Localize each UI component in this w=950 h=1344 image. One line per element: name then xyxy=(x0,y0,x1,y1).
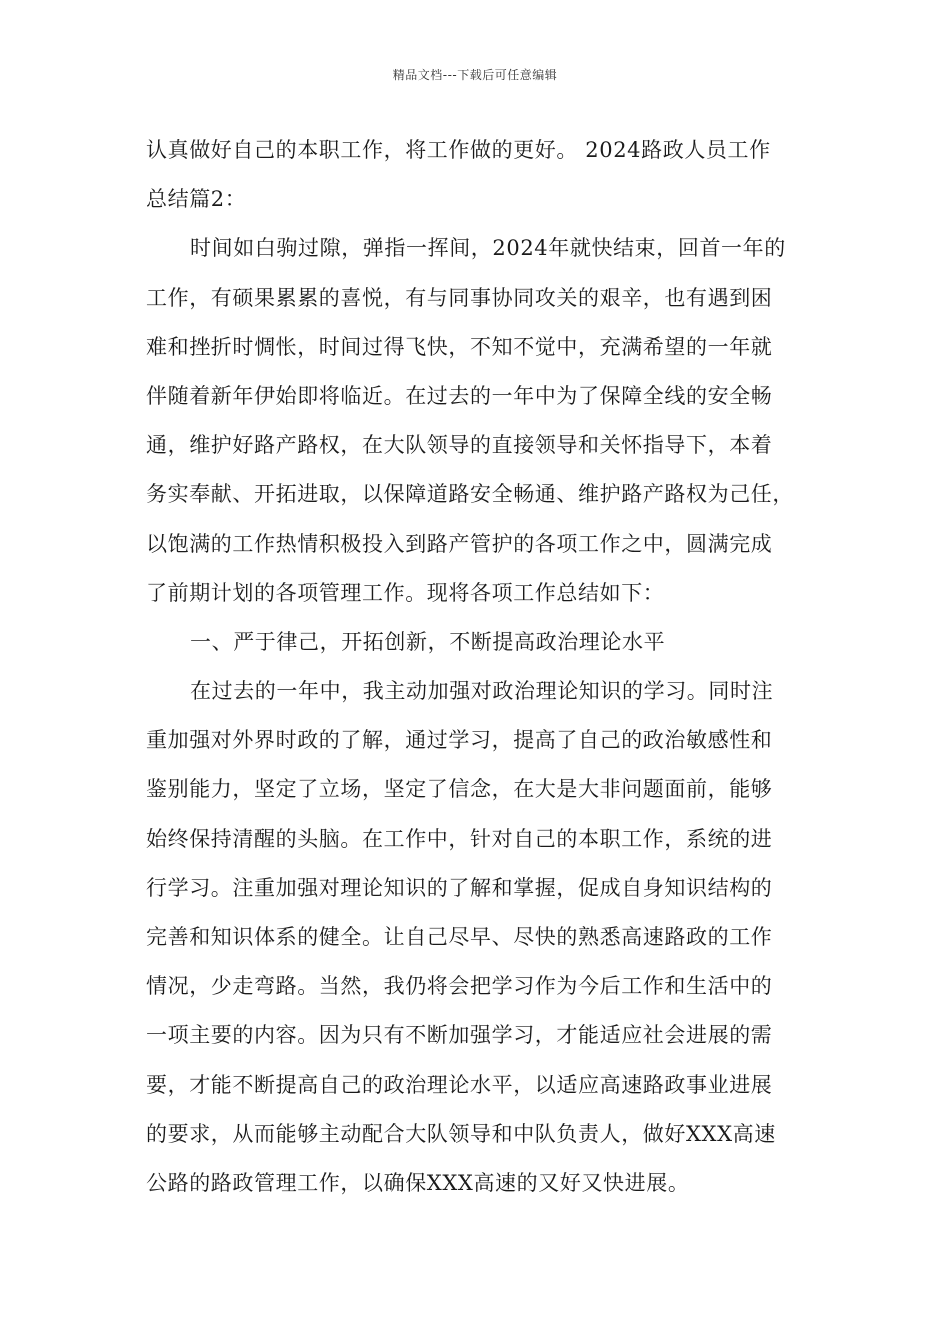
text-line: 始终保持清醒的头脑。在工作中，针对自己的本职工作，系统的进 xyxy=(146,826,773,851)
text-line: 情况，少走弯路。当然，我仍将会把学习作为今后工作和生活中的 xyxy=(146,974,773,999)
text-line: 行学习。注重加强对理论知识的了解和掌握，促成自身知识结构的 xyxy=(146,875,773,900)
text-line: 的要求，从而能够主动配合大队领导和中队负责人，做好XXX高速 xyxy=(146,1121,776,1146)
section-heading: 一、严于律己，开拓创新，不断提高政治理论水平 xyxy=(190,629,666,654)
text-line: 认真做好自己的本职工作，将工作做的更好。 2024路政人员工作 xyxy=(146,138,771,162)
text-line: 了前期计划的各项管理工作。现将各项工作总结如下： xyxy=(146,580,665,605)
text-line: 要，才能不断提高自己的政治理论水平，以适应高速路政事业进展 xyxy=(146,1072,773,1097)
text-line: 一项主要的内容。因为只有不断加强学习，才能适应社会进展的需 xyxy=(146,1023,773,1048)
text-line: 务实奉献、开拓进取，以保障道路安全畅通、维护路产路权为己任， xyxy=(146,482,794,507)
text-line: 通，维护好路产路权，在大队领导的直接领导和关怀指导下，本着 xyxy=(146,433,773,458)
text-line: 公路的路政管理工作，以确保XXX高速的又好又快进展。 xyxy=(146,1170,690,1195)
text-line: 工作，有硕果累累的喜悦，有与同事协同攻关的艰辛，也有遇到困 xyxy=(146,285,773,310)
paragraph-start-line: 在过去的一年中，我主动加强对政治理论知识的学习。同时注 xyxy=(190,679,774,704)
text-line: 难和挫折时惆怅，时间过得飞快，不知不觉中，充满希望的一年就 xyxy=(146,334,773,359)
text-line: 鉴别能力，坚定了立场，坚定了信念，在大是大非问题面前，能够 xyxy=(146,777,773,802)
text-line: 完善和知识体系的健全。让自己尽早、尽快的熟悉高速路政的工作 xyxy=(146,925,773,949)
text-line: 以饱满的工作热情积极投入到路产管护的各项工作之中，圆满完成 xyxy=(146,531,773,556)
document-body xyxy=(146,126,826,1208)
page-header: 精品文档---下载后可任意编辑 xyxy=(392,68,558,82)
text-line: 伴随着新年伊始即将临近。在过去的一年中为了保障全线的安全畅 xyxy=(146,383,773,408)
paragraph-start-line: 时间如白驹过隙，弹指一挥间，2024年就快结束，回首一年的 xyxy=(190,236,786,261)
text-line: 总结篇2： xyxy=(146,187,247,212)
text-line: 重加强对外界时政的了解，通过学习，提高了自己的政治敏感性和 xyxy=(146,728,773,753)
